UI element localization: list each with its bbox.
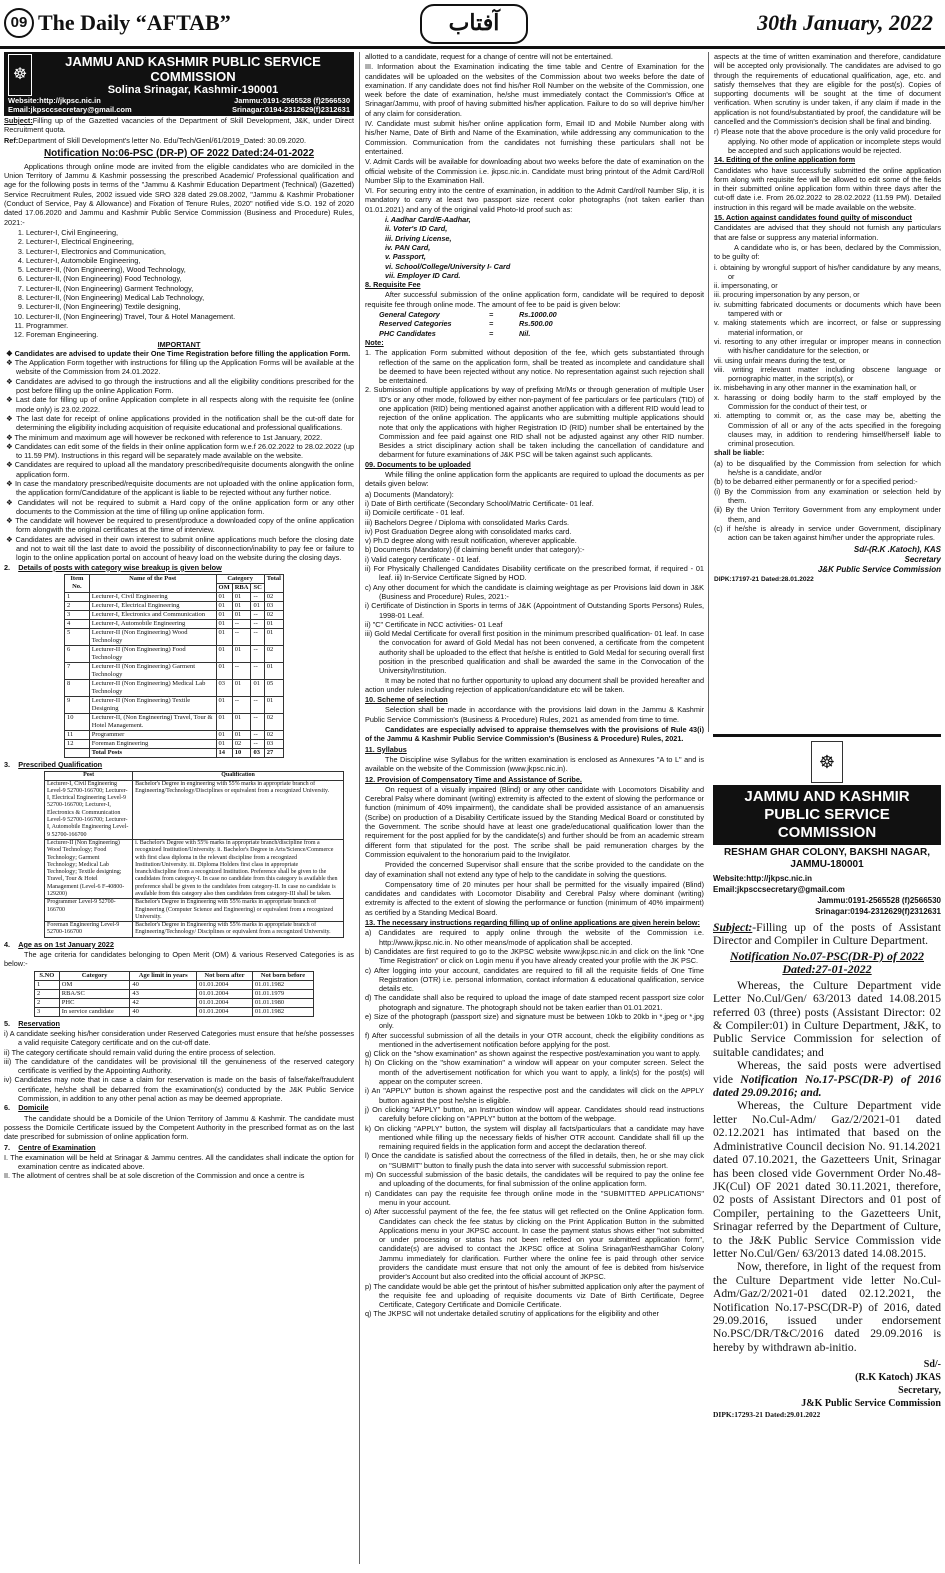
post-item: 11. Programmer. [26,321,354,330]
table-cell: -- [232,696,251,713]
post-item: 8. Lecturer-II, (Non Engineering) Medical Lab Technology, [26,293,354,302]
age-table: S.NO Category Age limit in years Not born after Not born before 1 OM 40 01.01.2004 01.01.1982 2 RBA/SC 43 01.01.2004 01.01.1979 2 PHC 42 01.01.2004 01.01.1980 3 In service candidate 40 01.01.2004 01.01.1982 [34,971,314,1017]
docs-list [365,490,704,676]
table-cell: 01 [232,713,251,730]
table-cell: 01 [264,696,283,713]
instruction-item: h) On Clicking on the "show examination" a window will appear on your computer screen. Select the month of the advertisement notification for which you want to apply, a link(s) for the post(s) will appear on the computer screen. [365,1058,704,1087]
issue-date: 30th January, 2022 [757,10,933,35]
ad2-para: Whereas, the Culture Department vide letter No.Cul-Adm/ Gaz/2/2021-01 dated 02.12.2021 has intimated that based on the Administrative Council decision No. 91.14.2021 dated 07.10.2021, the Gazetteers Unit, Srinagar has been closed vide Government Order No.48-JK(Cul) OF 2021 dated 30.11.2021, therefore, 02 posts of Assistant Directors and 01 post of Compiler, pertaining to the Gazetteers Unit, Srinagar referred by the Department of Culture, to the J&K Public Service Commission vide letter No.Cul/Gen/ 63/2013 dated 14.08.2015. [713,1099,941,1260]
table-cell: 01.01.1979 [252,989,313,998]
table-cell: 40 [130,1007,197,1016]
instruction-item: i) An "APPLY" button is shown against the respective post and the candidates will click on the APPLY button against the post he/she is eligible. [365,1086,704,1105]
table-cell: 2 [35,998,60,1007]
table-row [35,989,314,998]
instruction-item: o) After successful payment of the fee, the fee status will get reflected on the Online Application form. Candidates can check the fee status by clicking on the Print Application Button in the submitted Applications menu in your JKPSC account. In case the payment status shows either "not submitted or under processing or status has not been reflected on your submitted application form", candidate(s) are advised to contact the JKPSC office at Solina Srinagar/ResthamGhar Colony Jammu immediately for clarification. Further where the online fee is paid through other service providers the candidate must ensure that not only the amount of fee is debited from his/service provider's Account but also credited into the official account of JKPSC. [365,1207,704,1282]
table-row [65,662,284,679]
table-cell: 01 [232,610,251,619]
posts-col-category: Category [216,574,264,583]
post-item: 5. Lecturer-II, (Non Engineering), Wood Technology, [26,265,354,274]
doc-item: c) Any other document for which the candidate is claiming weightage as per Provisions laid down in J&K (Business and Procedure) Rules, 2021:- [365,582,704,601]
ad2-para: Whereas, the Culture Department vide Letter No.Cul/Gen/ 63/2013 dated 14.08.2015 referred 03 (three) posts (Assistant Director: 02 & Compiler:01) in Culture Department, J&K, to Public Service Commission for selection of suitable candidates; and [713,978,941,1059]
ad1-post-list [4,228,354,340]
table-row [35,980,314,989]
note-item: 1. The application Form submitted without deposition of the fee, which gets substantiated through reflection of the same on the application form, shall be treated as incomplete and candidature shall be deemed to have been rejected without any notice. No representation against such rejection shall be entertained. [365,348,704,386]
important-item: ❖ The candidate will however be required to present/produce a downloaded copy of the online application form alongwith the original certificates at the time of interview. [4,516,354,535]
ad2-notification: Notification No.07-PSC(DR-P) of 2022 Dated:27-01-2022 [730,948,924,977]
table-cell: -- [232,628,251,645]
doc-item: ii) Domicile certificate - 01 leaf. [365,508,465,518]
important-item: ❖ The minimum and maximum age will however be reckoned with reference to 1st January, 2022. [4,433,354,442]
syllabus-text: The Discipline wise Syllabus for the written examination is enclosed as Annexures "A to L" and is available on the website of the Commission (www.jkpsc.nic.in). [365,754,704,774]
ad2-para: Whereas, the said posts were advertised vide Notification No.17-PSC(DR-P) of 2016 dated 29.09.2016; and. [713,1059,942,1100]
fee-eq: = [489,310,494,320]
table-row [65,619,284,628]
table-cell: 7 [65,662,90,679]
section-6-title: 6. Domicile [4,1103,49,1113]
post-item: 1. Lecturer-I, Civil Engineering, [26,228,354,237]
table-cell: Lecturer-I, Civil Engineering [89,592,216,601]
table-cell: 02 [264,645,283,662]
syllabus-title: 11. Syllabus [365,744,407,754]
table-cell: -- [251,730,264,739]
ad1-ref: Ref:Department of Skill Development's letter No. Edu/Tech/Genl/61/2019_Dated: 30.09.2020. [4,135,306,145]
table-cell: 01 [216,739,232,748]
instruction-item: l) Once the candidate is satisfied about the correctness of the filled in details, then, he or she may click on "SUBMIT" button to finally push the data into server with successful submission report. [365,1151,704,1170]
liable-item: (b) to be debarred either permanently or for a specified period:- [714,477,918,487]
doc-item: a) Documents (Mandatory): [365,489,454,499]
doc-item: iii) Bachelors Degree / Diploma with consolidated Marks Cards. [365,517,569,527]
ad2-address: RESHAM GHAR COLONY, BAKSHI NAGAR, JAMMU-180001 [723,847,931,870]
instruction-item: m) On successful submission of the basic details, the candidates will be required to pay the online fee and uploading of the documents, for final submission of the online application form. [365,1170,704,1189]
table-row [65,739,284,748]
table-cell: Lecturer-II (Non Engineering) Medical Lab Technology [89,679,216,696]
ad1-jammu: Jammu:0191-2565528 (f)2566530 [234,96,350,105]
emblem-icon: ☸ [8,54,32,96]
table-cell: 03 [216,679,232,696]
table-cell: 43 [130,989,197,998]
post-item: 10. Lecturer-II, (Non Engineering) Travel, Tour & Hotel Management. [26,312,354,321]
important-item: ❖ Candidates are advised to update their One Time Registration before filling the application Form. [4,349,354,358]
misconduct-item: ii. impersonating, or [714,281,778,291]
docs-note: It may be noted that no further opportunity to upload any document shall be provided hereafter and action under rules including rejection of application/candidature etc will be taken. [365,675,704,694]
doc-item: i) Date of Birth certificate (Secondary School/Matric Certificate- 01 leaf. [365,498,594,508]
table-cell: 42 [130,998,197,1007]
instruction-item: a) Candidates are required to apply online through the website of the Commission i.e. http://www.jkpsc.nic.in. No other means/mode of application shall be accepted. [365,928,704,947]
ad2-org: JAMMU AND KASHMIR PUBLIC SERVICE COMMISSION [713,785,941,845]
instruction-item: c) After logging into your account, candidates are required to fill all the requisite fields of One Time Registration (OTR) i.e. personal information, contact information & educational qualification, service details etc. [365,965,704,994]
table-cell: Lecturer-II (Non Engineering) Textile Designing [89,696,216,713]
reservation-item: iv) Candidates may note that in case a claim for reservation is made on the basis of false/fake/fraudulent certificate, he/she shall be debarred from the examination(s) conducted by the J&K Public Service Commission, in addition to any other penal action as may be deemed appropriate. [4,1075,354,1104]
ad2-contact: Website:http://jkpsc.nic.in Email:jkpsccsecretary@gmail.com Jammu:0191-2565528 (f)2566530 Srinagar:0194-2312629(f)2312631 [713,874,941,916]
important-item: ❖ In case the mandatory prescribed/requisite documents are not uploaded with the online application form, the application form/Candidature of the applicant is liable to be rejected without any further notice. [4,479,354,498]
post-item: 4. Lecturer-I, Automobile Engineering, [26,256,354,265]
table-cell: -- [232,619,251,628]
misconduct-item: xi. attempting to commit or, as the case may be, abetting the Commission of all or any of the acts specified in the foregoing clauses may, in addition to rendering himself/herself liable to criminal prosecution. [714,411,941,449]
table-cell: Lecturer-I, Automobile Engineering [89,619,216,628]
table-cell: -- [251,628,264,645]
table-cell: 9 [65,696,90,713]
post-item: 3. Lecturer-I, Electronics and Communication, [26,247,354,256]
table-cell: 01 [216,696,232,713]
table-cell: Bachelor's Degree in Engineering with 55% marks in appropriate branch of Engineering (Computer Science and Engineering) or equivalent from a recognized University. [133,899,344,922]
selection-text: Candidates are especially advised to appraise themselves with the provisions of Rule 43(i) of the Jammu & Kashmir Public Service Commission's (Business & Procedure) Rules, 2021. [365,725,704,744]
table-cell: 01.01.2004 [197,1007,253,1016]
misconduct-item: i. obtaining by wrongful support of his/her candidature by any means, or [714,262,941,281]
table-row [65,696,284,713]
reservation-item: iii) The candidature of the candidates will be provisional till the genuineness of the reserved category certificate is verified by the Appointing Authority. [4,1056,354,1076]
edit-text: Candidates who have successfully submitted the online application form along with requisite fee will be allowed to edit some of the fields in their submitted online application form within three days after the cut-off date i.e. From 26.02.2022 to 28.02.2022 (11.59 PM). Detailed instruction in this regard will be made available on the website. [714,165,941,212]
col2-para: IV. Candidate must submit his/her online application form, Email ID and Mobile Number along with his/her Name, Date of Birth and Name of the Examination, while addressing any communication to the Commission. Communication from the candidates not furnishing these particulars shall not be entertained. [365,119,704,156]
doc-item: i) Valid category certificate - 01 leaf. [365,554,481,564]
table-cell: 01 [216,610,232,619]
table-cell: -- [251,619,264,628]
table-cell: -- [251,662,264,679]
table-cell: Lecturer-I, Civil Engineering Level-9 52700-166700; Lecturer-I, Electrical Engineering Level-9 52700-166700; Lecturer-I, Electronics & Communication Level-9 52700-166700; Lecturer-I, Automobile Engineering Level-9 52700-166700 [45,780,133,839]
column-3 [708,52,941,732]
table-cell: 1 [35,980,60,989]
fee-row [379,310,704,319]
misconduct-item: x. harassing or doing bodily harm to the staff employed by the Commission for the conduct of their test, or [714,392,941,411]
newspaper-name: The Daily “AFTAB” [38,10,231,35]
important-item: ❖ The last date for receipt of online applications provided in the notification shall be the cut-off date for determining the eligibility including acquisition of requisite educational and professional qualifications. [4,414,354,433]
instruction-item: q) The JKPSC will not undertake detailed scrutiny of applications for the eligibility and other [365,1309,659,1319]
table-cell: PHC [59,998,130,1007]
important-item: ❖ Candidates will not be required to submit a Hard copy of the online application form or any other documents to the Commission at the time of filling up online application form. [4,498,354,517]
liable-item: (a) to be disqualified by the Commission from selection for which he/she is a candidate, and/or [714,458,941,478]
doc-item: iv) Post Graduation Degree along with consolidated marks card. [365,526,572,536]
table-cell: 01 [264,662,283,679]
table-cell: 3 [35,1007,60,1016]
fee-title: 8. Requisite Fee [365,280,421,290]
table-row [65,601,284,610]
section-7-title: 7. Centre of Examination [4,1142,96,1152]
table-cell: OM [59,980,130,989]
important-item: ❖ Last date for filling up of online Application complete in all respects along with the requisite fee (online mode only) is 23.02.2022. [4,395,354,414]
table-cell: 01 [232,730,251,739]
table-cell: 8 [65,679,90,696]
table-cell: 5 [65,628,90,645]
posts-total-row: Total Posts 14 10 03 27 [65,748,284,757]
col2-para: VI. For securing entry into the centre of examination, in addition to the Admit Card/roll Number Slip, it is mandatory to carry at least two passport size recent color photographs (not taken earlier than 01.01.2021) and any of the original valid Photo-Id proof such as: [365,186,704,214]
table-cell: -- [251,713,264,730]
table-cell: In service candidate [59,1007,130,1016]
post-item: 9. Lecturer-II, (Non Engineering) Textile designing, [26,302,354,311]
table-cell: 01 [232,601,251,610]
table-cell: 6 [65,645,90,662]
table-cell: Foreman Engineering [89,739,216,748]
table-cell: 2 [65,601,90,610]
table-row [65,610,284,619]
table-cell: 01 [251,601,264,610]
table-cell: 11 [65,730,90,739]
table-cell: 01 [232,679,251,696]
table-row [65,592,284,601]
ad1-address: Solina Srinagar, Kashmir-190001 [107,84,279,96]
instruction-item: j) On clicking "APPLY" button, an Instruction window will appear. Candidates should read instructions carefully before clicking on "APPLY" button at the bottom of the webpage. [365,1104,704,1124]
scribe-text: Provided the concerned Supervisor shall ensure that the scribe provided to the candidate on the day of examination shall not extend any type of help to the candidate in solving the questions. [365,860,704,879]
doc-item: ii) For Physically Challenged Candidates Disability certificate on the prescribed format, if required - 01 leaf. iii) In-Service Certificate Signed by HOD. [365,564,704,583]
instruction-item: f) After successful submission of all the details in your OTR account, check the eligibility conditions as mentioned in the advertisement notification before applying for the post. [365,1030,704,1049]
instruction-item: b) Candidates are first required to go to the JKPSC website www.jkpsc.nic.in and click on the link "One Time Registration" or click on Login menu if you have already created your profile with the JK PSC. [365,946,704,966]
table-cell: -- [251,645,264,662]
ad1-org: JAMMU AND KASHMIR PUBLIC SERVICE COMMISSION [65,54,321,84]
misconduct-item: vii. using unfair means during the test, or [714,355,846,365]
posts-col-item: Item No. [65,574,90,592]
post-item: 12. Foreman Engineering. [26,330,354,339]
centre-item: I. The examination will be held at Srinagar & Jammu centres. All the candidates shall indicate the option for examination centre as indicated above. [4,1152,354,1172]
table-cell: Lecturer-I, Electrical Engineering [89,601,216,610]
col3-para: aspects at the time of written examination and therefore, candidature will be accepted only provisionally. The candidates are advised to go through the requirements of educational qualification, age, etc. and satisfy themselves that they are eligible for the post(s). Copies of supporting documents will be sought at the time of document verification. When scrutiny is under taken, if any claim if made in the application is not found/substantiated by proof, the candidature will be cancelled and the Commission's decision shall be final and binding. [714,52,941,127]
misconduct-intro: Candidates are advised that they should not furnish any particulars that are false or suppress any material information. [714,223,941,242]
table-row [45,839,344,898]
section-4-title: 4. Age as on 1st January 2022 [4,939,114,949]
table-cell: -- [251,696,264,713]
table-cell: 01 [264,628,283,645]
misconduct-item: vi. resorting to any other irregular or improper means in connection with his/her candidature for the selection, or [714,336,941,356]
fee-text: After successful submission of the online application form, candidate will be required to deposit requisite fee through online mode. The amount of fee to be paid is given below: [365,290,704,309]
doc-item: v) Ph.D degree along with result notification, wherever applicable. [365,536,577,546]
misconduct-item: iv. submitting fabricated documents or documents which have been tampered with or [714,299,941,319]
table-cell: 10 [65,713,90,730]
instructions-title: 13. The necessary instructions regarding filling up of online applications are given herein below: [365,918,700,928]
table-cell: 01 [232,645,251,662]
table-cell: 01 [216,601,232,610]
table-cell: 02 [264,730,283,739]
emblem-icon: ☸ [811,741,843,783]
table-cell: 01 [232,592,251,601]
table-cell: Foreman Engineering Level-9 52700-166700 [45,922,133,938]
post-item: 2. Lecturer-I, Electrical Engineering, [26,237,354,246]
table-cell: Lecturer-II, (Non Engineering) Travel, Tour & Hotel Management. [89,713,216,730]
table-row [45,899,344,922]
table-cell: RBA/SC [59,989,130,998]
table-cell: Lecturer-II (Non Engineering) Wood Technology [89,628,216,645]
fee-eq: = [489,319,494,329]
selection-title: 10. Scheme of selection [365,695,448,705]
ad1-website: Website:http://jkpsc.nic.in [8,96,101,105]
fee-amount: Nil. [519,328,531,338]
table-cell: 02 [264,610,283,619]
docs-title: 09. Documents to be uploaded [365,459,471,469]
table-cell: 01 [216,645,232,662]
doc-item: b) Documents (Mandatory) (if claiming benefit under that category):- [365,545,585,555]
important-item: ❖ Candidates are required to upload all the mandatory prescribed/requisite documents alongwith the online application form. [4,460,354,479]
liable-item: (ii) By the Union Territory Government from any employment under them, and [714,505,941,524]
important-item: ❖ Candidates are advised to go through the instructions and all the eligibility conditions prescribed for the post before filling up the online Application Form. [4,377,354,396]
col2-para: III. Information about the Examination indicating the time table and Centre of Examination for the candidates will be uploaded on the websites of the Commission about two weeks before the date of examination. If any candidate does not find his/her Roll Number on the website of the Commission, one week before the date of examination, he/she must immediately contact the Commission's Office at Srinagar/Jammu, with proof of having submitted his/her application. Failure to do so will deprive him/her of any claim for consideration. [365,62,704,118]
fee-eq: = [489,328,494,338]
ad2-subject: Subject:-Filling up of the posts of Assistant Director and Compiler in Culture Department. [713,921,941,948]
table-cell: 01.01.2004 [197,998,253,1007]
scribe-text: Compensatory time of 20 minutes per hour shall be permitted for the visually impaired (Blind) candidates and candidates with Locomotor Disability and Cerebral Palsy where dominant (writing) extremity is affected to the extent of slowing the performance or function (minimum of 40% impairment) as certified by a Standing Medical Board. [365,879,704,917]
table-cell: Programmer [89,730,216,739]
ad1-intro: Applications through online mode are invited from the eligible candidates who are domiciled in the Union Territory of Jammu & Kashmir possessing the prescribed Academic/ Professional qualification and age for the following posts in terms of the "Jammu & Kashmir Education Department (Technical) (Gazetted) Service Recruitment Rules, 2002 issued vide SRO 328 dated 29.08.2002, "Jammu & Kashmir Probationer (Conduct of Service, Pay & Allowance) and Fixation of Tenure Rules, 2020" notified vide S.O. 192 of 2020 dated 17.06.2020 and Jammu and Kashmir Public Service Commission (Business and Procedure) Rules, 2021:- [4,161,354,227]
doc-item: ii) "C" Certificate in NCC activities- 01 Leaf [365,619,503,629]
table-cell: 40 [130,980,197,989]
posts-table: Item No. Name of the Post Category Total OM RBA SC 1 Lecturer-I, Civil Engineering 01 01 -- 02 2 Lecturer-I, Electrical Engineering 01 01 01 03 3 Lecturer-I, Electronics and Communication 01 01 -- 02 4 Lecturer-I, Automobile Engineering 01 -- -- 01 5 Lecturer-II (Non Engineering) Wood Technology 01 -- -- 01 6 Lecturer-II (Non Engineering) Food Technology 01 01 -- 02 7 Lecturer-II (Non Engineering) Garment Technology 01 -- -- 01 8 Lecturer-II (Non Engineering) Medical Lab Technology 03 01 01 05 9 Lecturer-II (Non Engineering) Textile Designing 01 -- -- 01 10 Lecturer-II, (Non Engineering) Travel, Tour & Hotel Management. 01 01 -- 02 11 Programmer 01 01 -- 02 12 Foreman Engineering 01 02 -- 03 Total Posts 14 10 03 27 [64,574,284,758]
table-cell: 3 [65,610,90,619]
centre-item: II. The allotment of centres shall be at sole discretion of the Commission and once a centre is [4,1171,305,1181]
posts-col-total: Total [264,574,283,592]
id-proof-list: i. Aadhar Card/E-Aadhar, ii. Voter's ID Card, iii. Driving License, iv. PAN Card, v. Passport, vi. School/College/University I- Card vii. Employer ID Card. [385,215,511,280]
fee-category: PHC Candidates [379,328,436,338]
fee-category: General Category [379,310,440,320]
misconduct-item: viii. writing irrelevant matter including obscene language or pornographic matter, in the script(s), or [714,364,941,384]
selection-text: Selection shall be made in accordance with the provisions laid down in the Jammu & Kashmir Public Service Commission's (Business & Procedure) Rules, 2021 as amended from time to time. [365,705,704,724]
col2-para: V. Admit Cards will be available for downloading about two weeks before the date of examination on the official website of the Commission i.e. jkpsc.nic.in. Candidate must bring printout of the Admit Card/Roll Number Slip to the Examination Hall. [365,157,704,185]
table-cell: 4 [65,619,90,628]
table-cell: Lecturer-II (Non Engineering) Food Technology [89,645,216,662]
table-cell: 02 [264,592,283,601]
table-cell: 01.01.1982 [252,1007,313,1016]
ad1-email: Email:jkpsccsecretary@gmail.com [8,105,132,114]
ad1-subject: Subject:Filling up of the Gazetted vacancies of the Department of Skill Development, J&K, under Direct Recruitment quota. [4,116,354,135]
table-cell: 01 [264,619,283,628]
table-cell: 02 [232,739,251,748]
fee-row [379,319,704,328]
instruction-item: d) The candidate shall also be required to upload the image of date stamped recent passport size color photograph and signature. The photograph should not be taken earlier than 01.01.2021. [365,993,704,1012]
fee-amount: Rs.1000.00 [519,310,557,320]
section-3-title: 3. Prescribed Qualification [4,759,103,769]
table-row [45,922,344,938]
table-row [35,1007,314,1016]
table-cell: 03 [264,739,283,748]
column-2 [359,52,704,1564]
edit-title: 14. Editing of the online application form [714,155,856,165]
instruction-item: e) Size of the photograph (passport size) and signature must be between 10kb to 20kb in *.jpeg or *.jpg only. [365,1011,704,1031]
table-row [45,780,344,839]
table-row [35,998,314,1007]
ad2-signature: Sd/- (R.K Katoch) JKAS Secretary, J&K Public Service Commission [801,1359,941,1410]
table-cell: i. Bachelor's Degree with 55% marks in appropriate branch/discipline from a recognized Institution/University. ii. Bachelor's Degree in Arts/Science/Commerce with first class diploma in the relevant discipline from a recognized Institution/University. iii. Diploma Holders first class in appropriate branch/discipline from a recognized Institution. Preference shall be given to the candidates from category-I. In case no candidate from this category is available then preference shall be given to the candidates from category-II. In case no candidate is available from this category also then candidates from category-III shall be taken. [133,839,344,898]
important-item: ❖ Candidates can edit some of the fields in their online application form w.e.f 26.02.2022 to 28.02.2022 (up to 11.59 PM). Instructions in this regard will be separately made available on the website. [4,442,354,461]
table-row [65,645,284,662]
instruction-item: p) The candidate would be able get the printout of his/her submitted application only after the payment of the requisite fee and uploading of requisite documents viz Date of Birth Certificate, Degree Certificate, Category Certificate and Domicile Certificate. [365,1281,704,1310]
table-cell: 01.01.2004 [197,980,253,989]
table-cell: 01 [216,730,232,739]
table-cell: 01 [216,662,232,679]
instruction-item: k) On clicking "APPLY" button, the system will display all facts/particulars that a candidate may have mentioned while filling up the necessary fields of his/her OTR account. Candidate shall fill up the remaining required fields in the application form and accept the declaration thereof. [365,1123,704,1152]
table-cell: 1 [65,592,90,601]
table-cell: Lecturer-I, Electronics and Communication [89,610,216,619]
table-cell: 02 [264,713,283,730]
newspaper-logo: آفتاب [420,4,528,44]
table-cell: Bachelor's Degree in Engineering with 55% marks in appropriate branch of Engineering/Technology/ Disciplines or equivalent from a recognized University. [133,922,344,938]
note-item: 2. Submission of multiple applications by way of prefixing Mr/Ms or through generation of multiple User ID's or any other mode, followed by either non-payment of fee particulars or fee particulars (TID) of one application (RID) being mentioned against another application with a different RID would lead to rejection of the online application. The applicants who are submitting multiple applications should note that only the applications with higher Registration ID (RID) number shall be entertained by the Commission and fee paid against one RID shall not be adjusted against any other RID number. Besides a strict disciplinary action shall be taken including the cancellation of candidature and debarment for future examinations of J&K PSC will be taken against such applicants. [365,385,704,460]
table-cell: 01.01.1982 [252,980,313,989]
table-cell: 03 [264,601,283,610]
table-cell: 01 [216,628,232,645]
post-item: 6. Lecturer-II, (Non Engineering) Food Technology, [26,274,354,283]
reservation-item: i) A candidate seeking his/her consideration under Reserved Categories must ensure that he/she possesses a valid requisite Category certificate and on the cut-off date. [4,1028,354,1048]
misconduct-list [714,263,941,449]
important-item: ❖ Candidates are advised in their own interest to submit online applications much before the closing date and not to wait till the last date to avoid the possibility of disconnection/inability to pay fee or failure to login to the online application portal on account of heavy load on the website during the closing days. [4,535,354,563]
instruction-item: g) Click on the "show examination" as shown against the respective post/examination you want to apply. [365,1049,701,1059]
section-5-title: 5. Reservation [4,1018,60,1028]
domicile-text: The candidate should be a Domicile of the Union Territory of Jammu & Kashmir. The candidate must possess the Domicile Certificate issued by the Competent Authority in the prescribed format as on the last date prescribed for submission of online application form. [4,1113,354,1142]
table-cell: 01.01.2004 [197,989,253,998]
docs-intro: While filling the online application form the applicants are required to upload the documents as per details given below: [365,470,704,489]
table-cell: -- [232,662,251,679]
ad2-para: Now, therefore, in light of the request from the Culture Department vide letter No.Cul-Adm/Gaz/2/2021-01 dated 02.12.2021, the Notification No.17-PSC(DR-P) of 2016, dated 29.09.2016, issued under endorsement No.PSC/DR/T&C/2016 dated 29.09.2016 is hereby by withdrawn ab-initio. [713,1260,941,1354]
scribe-text: On request of a visually impaired (Blind) or any other candidate with Locomotors Disability and Cerebral Palsy where dominant (writing) extremity is affected to the extent of slowing the performance or function (minimum of 40% impairment), the candidate shall be provided assistance of an amanuensis (Scribe) on production of a Disability Certificate issued by the Standing Medical Board or constituted by the Government. The scribe should have at least one grade/educational qualification lower than the requirement for the post applied for by the candidate(s) and further should be from an academic stream different form that stipulated for the post. The scribe shall be paid remuneration charges by the Commission equivalent to the honorarium paid to the Invigilator. [365,784,704,859]
table-row [65,679,284,696]
fee-amount: Rs.500.00 [519,319,553,329]
instructions-list [365,928,704,1318]
masthead [0,0,945,49]
column-1 [4,52,354,1564]
table-cell: 12 [65,739,90,748]
important-title: IMPORTANT [157,339,201,349]
liable-label: shall be liable: [714,448,765,458]
table-cell: -- [251,610,264,619]
ad2-dipk: DIPK:17293-21 Dated:29.01.2022 [713,1410,821,1420]
table-cell: Bachelor's Degree in engineering with 55% marks in appropriate branch of Engineering/Technology/Disciplines or equivalent from a recognized University. [133,780,344,839]
posts-col-name: Name of the Post [89,574,216,592]
misconduct-title: 15. Action against candidates found guilty of misconduct [714,213,912,223]
liable-list [714,459,941,543]
scribe-title: 12. Provision of Compensatory Time and Assistance of Scribe. [365,774,582,784]
misconduct-intro: A candidate who is, or has been, declared by the Commission, to be guilty of: [714,242,941,262]
misconduct-item: iii. procuring impersonation by any person, or [714,290,860,300]
col3-para: r) Please note that the above procedure is the only valid procedure for applying. No other mode of application or incomplete steps would be accepted and such applications would be rejected. [714,127,941,155]
post-item: 7. Lecturer-II, (Non Engineering) Garment Technology, [26,284,354,293]
misconduct-item: v. making statements which are incorrect, or false or suppressing material information, or [714,318,941,337]
page-number: 09 [4,8,34,38]
instruction-item: n) Candidates can pay the requisite fee through online mode in the "SUBMITTED APPLICATIONS" menu in your account. [365,1188,704,1207]
doc-item: i) Certificate of Distinction in Sports in terms of J&K (Appointment of Outstanding Sports Persons) Rules, 1998-01 Leaf. [365,601,704,620]
table-row [65,730,284,739]
doc-item: iii) Gold Medal Certificate for overall first position in the minimum prescribed qualification- 01 leaf. In case the convocation for award of Gold Medal has not been convened, a certificate from the competent authority shall be uploaded to the effect that he/she is entitled to Gold Medal for securing overall first position in the prescribed qualification and shall be awarded the same in the Convocation of the University/Institution. [365,629,704,676]
ad1-notification: Notification No:06-PSC (DR-P) OF 2022 Dated:24-01-2022 [43,147,315,159]
table-cell: Lecturer-II (Non Engineering) Garment Technology [89,662,216,679]
section-2-title: 2. Details of posts with category wise breakup is given below [4,562,222,572]
important-item: ❖ The Application Form together with instructions for filling up the Application Forms will be available at the website of the Commission from 24.01.2022. [4,358,354,377]
table-cell: 05 [264,679,283,696]
ad2-box [713,734,941,1573]
table-cell: -- [251,739,264,748]
section-4-text: The age criteria for candidates belonging to Open Merit (OM) & various Reserved Categories is as below:- [4,950,354,969]
table-cell: Lecturer-II (Non Engineering) Wood Technology; Food Technology; Garment Technology; Medical Lab Technology; Textile designing; Travel, Tour & Hotel Management (Level-6 F-40800-129200) [45,839,133,898]
ad1-header [4,52,354,116]
table-cell: 01 [216,713,232,730]
table-cell: 01 [216,619,232,628]
table-row [65,628,284,645]
qualification-table: Post Qualification Lecturer-I, Civil Engineering Level-9 52700-166700; Lecturer-I, Electrical Engineering Level-9 52700-166700; Lecturer-I, Electronics & Communication Level-9 52700-166700; Lecturer-I, Automobile Engineering Level-9 52700-166700 Bachelor's Degree in engineering with 55% marks in appropriate branch of Engineering/Technology/Disciplines or equivalent from a recognized University. Lecturer-II (Non Engineering) Wood Technology; Food Technology; Garment Technology; Medical Lab Technology; Textile designing; Travel, Tour & Hotel Management (Level-6 F-40800-129200) i. Bachelor's Degree with 55% marks in appropriate branch/discipline from a recognized Institution/University. ii. Bachelor's Degree in Arts/Science/Commerce with first class diploma in the relevant discipline from a recognized Institution/University. iii. Diploma Holders first class in appropriate branch/discipline from a recognized Institution. Preference shall be given to the candidates from category-I. In case no candidate from this category is available then preference shall be given to the candidates from category-II. In case no candidate is available from this category also then candidates from category-III shall be taken. Programmer Level-9 52700-166700 Bachelor's Degree in Engineering with 55% marks in appropriate branch of Engineering (Computer Science and Engineering) or equivalent from a recognized University. Foreman Engineering Level-9 52700-166700 Bachelor's Degree in Engineering with 55% marks in appropriate branch of Engineering/Technology/ Disciplines or equivalent from a recognized University. [44,771,344,938]
fee-list [365,310,704,338]
liable-item: (i) By the Commission from any examination or selection held by them. [714,486,941,505]
ad1-signature: Sd/-(R.K .Katoch), KAS Secretary J&K Public Service Commission [817,545,941,575]
misconduct-item: ix. misbehaving in any other manner in the examination hall, or [714,383,917,393]
ad1-dipk: DIPK:17197-21 Dated:28.01.2022 [714,576,814,584]
table-cell: 01.01.1980 [252,998,313,1007]
reservation-item: ii) The category certificate should remain valid during the entire process of selection. [4,1047,276,1057]
liable-item: (c) if he/she is already in service under Government, disciplinary action can be taken against him/her under the appropriate rules. [714,523,941,543]
table-cell: Programmer Level-9 52700-166700 [45,899,133,922]
table-cell: 01 [216,592,232,601]
table-cell: 2 [35,989,60,998]
col2-para: allotted to a candidate, request for a change of centre will not be entertained. [365,52,613,61]
ad1-srinagar: Srinagar:0194-2312629(f)2312631 [232,105,350,114]
fee-category: Reserved Categories [379,319,452,329]
table-cell: -- [251,592,264,601]
note-title: Note: [365,337,384,347]
table-cell: 01 [251,679,264,696]
fee-row [379,329,704,338]
table-row [65,713,284,730]
